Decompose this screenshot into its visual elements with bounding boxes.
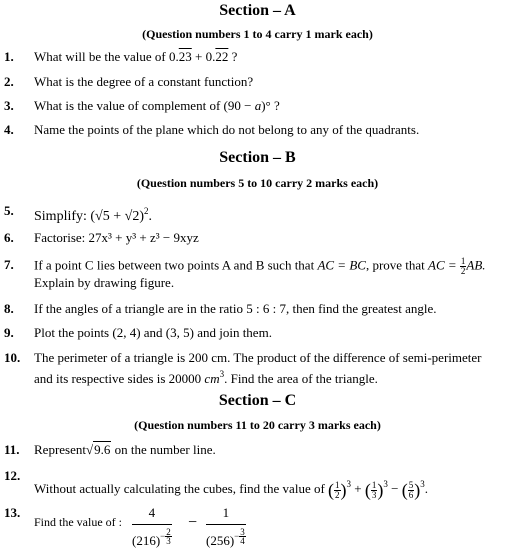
question-text: What will be the value of 0.23 + 0.22 ? — [34, 49, 238, 64]
question-text: and its respective sides is 20000 $cm^3$. Find the area of the triangle. — [34, 369, 378, 386]
question-text: Explain by drawing figure. — [34, 275, 175, 290]
question-text: Plot the points (2, 4) and (3, 5) and join them. — [34, 325, 272, 340]
question-text: If the angles of a triangle are in the ratio 5 : 6 : 7, then find the greatest angle. — [34, 301, 437, 316]
minus-sign: − — [188, 514, 198, 531]
question-number: 13. — [4, 505, 21, 520]
question-text: Factorise: 27x³ + y³ + z³ − 9xyz — [34, 230, 199, 245]
question-text: Represent√9.6 on the number line. — [34, 442, 216, 457]
question-number: 3. — [4, 98, 14, 113]
section-b-subtitle: (Question numbers 5 to 10 carry 2 marks each) — [136, 176, 379, 190]
question-text: The perimeter of a triangle is 200 cm. The product of the difference of semi-perimeter — [34, 350, 482, 365]
question-text: Simplify: $(√5 + √2)^2$. — [34, 206, 152, 224]
section-c-title: Section – C — [218, 392, 297, 409]
question-text: What is the degree of a constant function? — [34, 74, 254, 89]
section-a-title: Section – A — [219, 2, 296, 19]
question-number: 5. — [4, 203, 14, 218]
question-number: 11. — [4, 442, 20, 457]
question-number: 9. — [4, 325, 14, 340]
section-a-subtitle: (Question numbers 1 to 4 carry 1 mark each) — [142, 27, 373, 41]
question-text: What is the value of complement of (90 − a)° ? — [34, 98, 280, 113]
fraction-term-2: 1 (256)− $\frac{3}{4}$ — [206, 505, 245, 548]
section-c-subtitle: (Question numbers 11 to 20 carry 3 marks each) — [134, 418, 381, 432]
question-number: 10. — [4, 350, 21, 365]
question-text: Find the value of : — [34, 515, 122, 529]
question-text: Without actually calculating the cubes, find the value of ( $\frac{1}{2}$ )$^3$ + ( $\frac{1}{3}$ )$^3$ − ( $\frac{5}{6}$ )$^3$. — [34, 479, 428, 501]
question-number: 7. — [4, 257, 14, 272]
question-number: 12. — [4, 468, 21, 483]
question-number: 8. — [4, 301, 14, 316]
question-number: 6. — [4, 230, 14, 245]
fraction-term-1: 4 (216)− $\frac{2}{3}$ — [132, 505, 171, 548]
question-number: 4. — [4, 122, 14, 137]
question-number: 2. — [4, 74, 14, 89]
question-text: If a point C lies between two points A and B such that AC = BC, prove that AC = $\frac{1}{2}$ AB. — [34, 256, 486, 276]
question-13 — [0, 505, 515, 548]
section-b-title: Section – B — [219, 149, 296, 166]
question-text: Name the points of the plane which do not belong to any of the quadrants. — [34, 122, 420, 137]
question-number: 1. — [4, 49, 14, 64]
